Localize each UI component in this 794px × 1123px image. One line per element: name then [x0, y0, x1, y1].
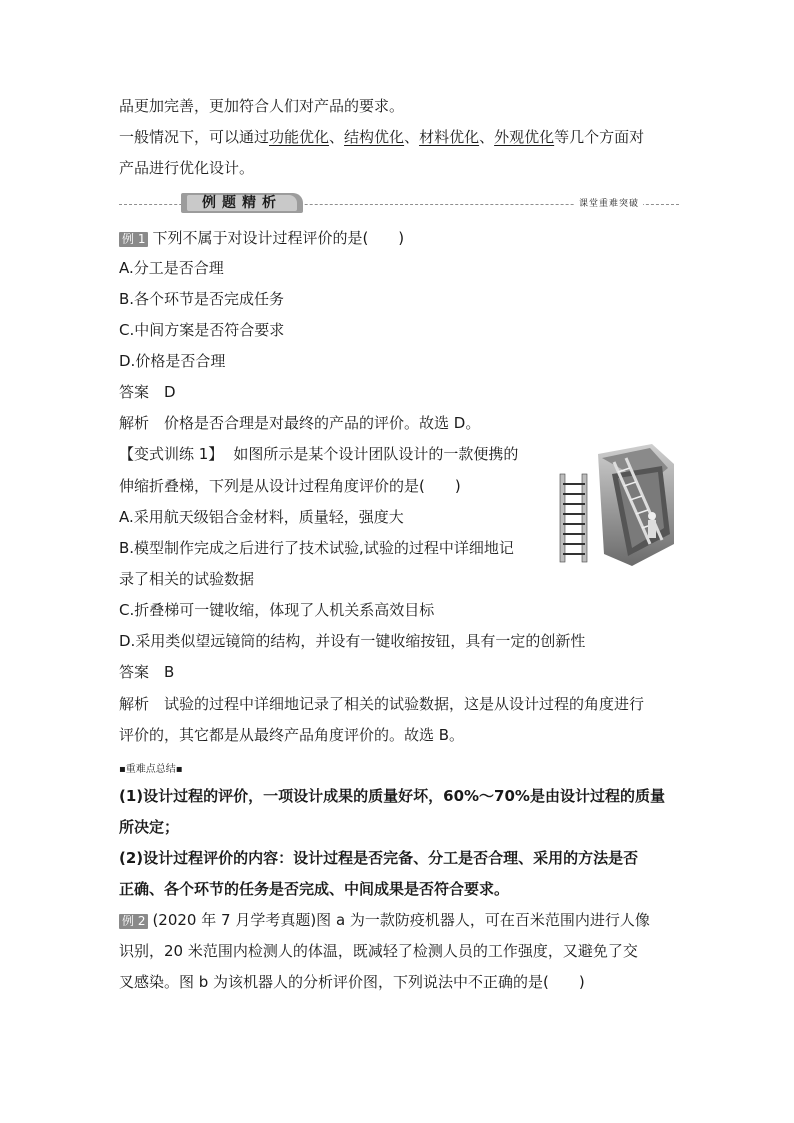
- example-tag: 例 2: [119, 914, 148, 929]
- variant-analysis-line-1: 解析 试验的过程中详细地记录了相关的试验数据，这是从设计过程的角度进行: [119, 695, 645, 713]
- term-appearance: 外观优化: [494, 128, 555, 146]
- intro-line-2: [119, 127, 644, 147]
- variant-title: 【变式训练 1】: [119, 445, 224, 463]
- example-2-line-1: [119, 910, 650, 930]
- summary-point-1: (1)设计过程的评价，一项设计成果的质量好坏，60%～70%是由设计过程的质量: [119, 787, 665, 805]
- intro-text: 一般情况下，可以通过: [119, 128, 270, 146]
- summary-point-2-cont: 正确、各个环节的任务是否完成、中间成果是否符合要求。: [119, 880, 510, 898]
- intro-line-3: 产品进行优化设计。: [119, 159, 255, 177]
- variant-analysis-line-2: 评价的，其它都是从最终产品角度评价的。故选 B。: [119, 726, 465, 744]
- option-c: C.中间方案是否符合要求: [119, 321, 285, 339]
- question-text: (2020 年 7 月学考真题)图 a 为一款防疫机器人，可在百米范围内进行人像: [152, 911, 650, 929]
- variant-option-b-cont: 录了相关的试验数据: [119, 570, 255, 588]
- variant-question-line-2: 伸缩折叠梯，下列是从设计过程角度评价的是( ): [119, 477, 461, 495]
- question-text: 下列不属于对设计过程评价的是( ): [152, 229, 405, 247]
- option-a: A.分工是否合理: [119, 259, 224, 277]
- summary-point-1-cont: 所决定；: [119, 818, 180, 836]
- option-d: D.价格是否合理: [119, 352, 226, 370]
- separator: 、: [329, 128, 345, 146]
- question-text: 如图所示是某个设计团队设计的一款便携的: [233, 445, 519, 463]
- variant-option-b: B.模型制作完成之后进行了技术试验,试验的过程中详细地记: [119, 539, 514, 557]
- section-header: [119, 193, 679, 215]
- section-tab: [181, 193, 303, 213]
- term-function: 功能优化: [269, 128, 330, 146]
- variant-answer: 答案 B: [119, 663, 175, 681]
- section-title: 例题精析: [187, 195, 297, 211]
- answer: 答案 D: [119, 383, 176, 401]
- option-b: B.各个环节是否完成任务: [119, 290, 285, 308]
- ladder-photo: [552, 444, 674, 566]
- summary-point-2: (2)设计过程评价的内容：设计过程是否完备、分工是否合理、采用的方法是否: [119, 849, 639, 867]
- variant-option-d: D.采用类似望远镜筒的结构，并设有一键收缩按钮，具有一定的创新性: [119, 632, 586, 650]
- variant-option-a: A.采用航天级铝合金材料，质量轻，强度大: [119, 508, 404, 526]
- summary-heading: ▪重难点总结▪: [119, 764, 183, 775]
- intro-line-1: 品更加完善，更加符合人们对产品的要求。: [119, 97, 405, 115]
- folding-ladder-image: [552, 444, 674, 566]
- intro-text: 等几个方面对: [554, 128, 645, 146]
- separator: 、: [479, 128, 495, 146]
- example-2-line-3: 叉感染。图 b 为该机器人的分析评价图，下列说法中不正确的是( ): [119, 973, 585, 991]
- example-1-question: [119, 228, 404, 248]
- example-tag: 例 1: [119, 232, 148, 247]
- example-2-line-2: 识别，20 米范围内检测人的体温，既减轻了检测人员的工作强度，又避免了交: [119, 942, 638, 960]
- variant-option-c: C.折叠梯可一键收缩，体现了人机关系高效目标: [119, 601, 435, 619]
- analysis: 解析 价格是否合理是对最终的产品的评价。故选 D。: [119, 414, 481, 432]
- section-subtitle: 课堂重难突破: [575, 197, 643, 211]
- variant-question-line-1: [119, 444, 518, 464]
- separator: 、: [404, 128, 420, 146]
- term-structure: 结构优化: [344, 128, 405, 146]
- term-material: 材料优化: [419, 128, 480, 146]
